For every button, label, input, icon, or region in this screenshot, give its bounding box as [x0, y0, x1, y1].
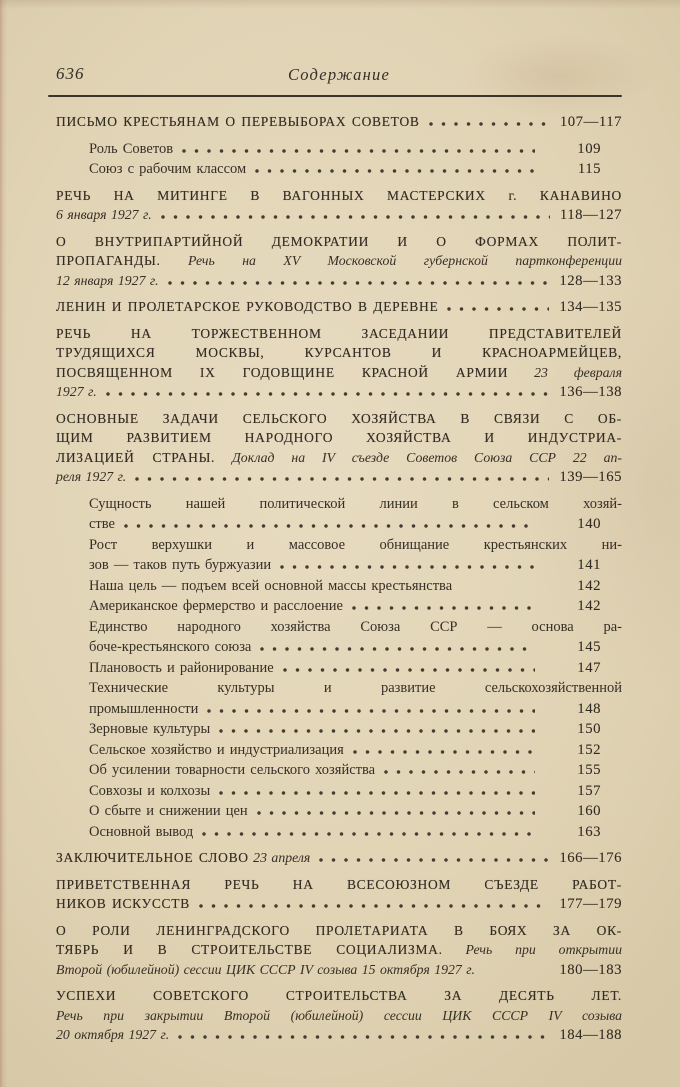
entry-text [89, 139, 173, 160]
page-number: 134—135 [559, 299, 622, 315]
entry-line [56, 363, 622, 383]
dot-leader [280, 565, 535, 569]
dot-leader [447, 307, 549, 311]
entry-line [56, 205, 622, 226]
page-number: 160 [577, 803, 601, 819]
entry-line [89, 159, 622, 180]
text-segment: РЕЧЬ НА ТОРЖЕСТВЕННОМ ЗАСЕДАНИИ ПРЕДСТАВИТЕЛЕЙ [56, 325, 622, 341]
page-number: 157 [577, 782, 601, 799]
text-segment: промышленности [89, 700, 199, 717]
entry-line [89, 617, 622, 638]
text-segment: ЛЕНИН И ПРОЛЕТАРСКОЕ РУКОВОДСТВО В ДЕРЕВНЕ [56, 299, 439, 314]
entry-line [89, 535, 622, 556]
toc-entry-o-roli-leningradskogo [56, 921, 622, 981]
entry-text [89, 801, 248, 822]
dot-leader [178, 1035, 549, 1039]
page-number: 152 [577, 741, 601, 758]
folio-page-number: 636 [56, 64, 85, 83]
text-segment: Доклад на IV съезде Советов Союза ССР 22 ап- [215, 449, 622, 465]
page-number: 128—133 [559, 272, 622, 289]
entry-text [89, 658, 274, 679]
page-number: 142 [577, 577, 601, 594]
toc-entry-sushchnost-linii [89, 494, 622, 535]
entry-line [89, 555, 622, 576]
text-segment: Основной вывод [89, 823, 194, 840]
entry-line [89, 801, 622, 822]
dot-leader [219, 729, 535, 733]
entry-line [56, 894, 622, 915]
text-segment: ЛИЗАЦИЕЙ СТРАНЫ. [56, 449, 216, 465]
page-title: Содержание [287, 65, 391, 84]
entry-line [56, 382, 622, 403]
text-segment: Сельское хозяйство и индустриализация [89, 741, 344, 758]
entry-line [56, 448, 622, 468]
dot-leader [257, 811, 535, 815]
toc-entry-amerikanskoe-fermerstvo [89, 596, 622, 617]
dot-leader [260, 647, 535, 651]
page-number: 150 [577, 721, 601, 737]
text-segment: ПИСЬМО КРЕСТЬЯНАМ О ПЕРЕВЫБОРАХ СОВЕТОВ [56, 114, 420, 129]
entry-line [89, 658, 622, 679]
entry-line [56, 848, 622, 869]
header-rule [48, 95, 622, 97]
text-segment: Американское фермерство и расслоение [89, 598, 343, 614]
entry-text [56, 960, 475, 980]
page-number: 118—127 [559, 207, 622, 223]
toc-entry-privetstvennaya-rech [56, 875, 622, 915]
page-number: 139—165 [559, 469, 622, 485]
entry-text [89, 596, 343, 617]
entry-line [56, 1025, 622, 1046]
text-segment: 6 января 1927 г. [56, 207, 152, 222]
text-segment: Совхозы и колхозы [89, 782, 211, 799]
entry-line [89, 576, 622, 597]
page-number: 142 [577, 598, 601, 614]
entry-text [56, 112, 420, 132]
entry-text [56, 848, 310, 868]
text-segment: 23 апреля [248, 850, 311, 865]
entry-line [89, 139, 622, 160]
entry-text [89, 822, 193, 843]
text-segment: Единство народного хозяйства Союза ССР — основа ра- [89, 618, 622, 635]
entry-text [56, 297, 438, 317]
entry-line [56, 1006, 622, 1026]
text-segment: Союз с рабочим классом [89, 161, 247, 177]
entry-text [56, 894, 190, 914]
dot-leader [106, 392, 550, 396]
dot-leader [199, 904, 549, 908]
entry-line [89, 637, 622, 658]
text-segment: Сущность нашей политической линии в сельском хозяй- [89, 495, 622, 512]
dot-leader [352, 606, 535, 610]
text-segment: 20 октября 1927 г. [56, 1027, 170, 1042]
toc-entry-tekhnicheskie-kultury [89, 678, 622, 719]
dot-leader [353, 750, 535, 754]
dot-leader [135, 477, 549, 481]
text-segment: Технические культуры и развитие сельскохозяйственной [89, 680, 622, 696]
toc-entry-rol-sovetov [89, 139, 622, 160]
entry-line [56, 875, 622, 895]
page-number: 140 [577, 516, 601, 532]
page-number: 115 [577, 161, 601, 177]
text-segment: стве [89, 516, 115, 532]
text-segment: ТЯБРЬ И В СТРОИТЕЛЬСТВЕ СОЦИАЛИЗМА. [56, 942, 443, 957]
dot-leader [202, 832, 535, 836]
text-segment: 1927 г. [56, 384, 97, 399]
table-of-contents [56, 112, 622, 1046]
toc-entry-uspekhi-stroitelstva [56, 986, 622, 1046]
entry-line [56, 186, 622, 206]
text-segment: Речь при закрытии Второй (юбилейной) сессии ЦИК СССР IV созыва [56, 1007, 622, 1023]
page-number: 177—179 [559, 896, 622, 912]
entry-text [89, 740, 344, 761]
text-segment: О сбыте и снижении цен [89, 803, 248, 819]
text-segment: Плановость и районирование [89, 659, 274, 676]
entry-line [89, 781, 622, 802]
page-number: 147 [577, 659, 601, 676]
entry-line [56, 428, 622, 448]
toc-entry-ob-usilenii-tovarnosti [89, 760, 622, 781]
toc-entry-sovkhozy-i-kolkhozy [89, 781, 622, 802]
page-number: 107—117 [559, 114, 622, 130]
entry-line [56, 251, 622, 271]
entry-line [56, 232, 622, 252]
entry-text [89, 159, 246, 180]
dot-leader [484, 970, 549, 974]
dot-leader [255, 169, 535, 173]
entry-line [56, 467, 622, 488]
entry-text [89, 781, 210, 802]
dot-leader [168, 281, 550, 285]
text-segment: Об усилении товарности сельского хозяйства [89, 762, 376, 778]
entry-line [89, 494, 622, 515]
text-segment: Роль Советов [89, 140, 174, 157]
dot-leader [182, 149, 535, 153]
text-segment: зов — таков путь буржуазии [89, 557, 272, 573]
text-segment: Второй (юбилейной) сессии ЦИК СССР IV созыва 15 октября 1927 г. [56, 961, 475, 977]
entry-line [56, 297, 622, 318]
page-number: 166—176 [559, 850, 622, 866]
toc-entry-o-sbyte [89, 801, 622, 822]
text-segment: ПОСВЯЩЕННОМ IX ГОДОВЩИНЕ КРАСНОЙ АРМИИ [56, 364, 509, 380]
entry-line [56, 940, 622, 960]
toc-entry-rost-verkhushki [89, 535, 622, 576]
entry-line [56, 986, 622, 1006]
text-segment: ПРИВЕТСТВЕННАЯ РЕЧЬ НА ВСЕСОЮЗНОМ СЪЕЗДЕ РАБОТ- [56, 876, 622, 892]
text-segment: Рост верхушки и массовое обнищание крестьянских ни- [89, 536, 622, 553]
text-segment: ОСНОВНЫЕ ЗАДАЧИ СЕЛЬСКОГО ХОЗЯЙСТВА В СВЯЗИ С ОБ- [56, 410, 622, 426]
page-number: 145 [577, 639, 601, 655]
entry-line [56, 960, 622, 981]
text-segment: ЗАКЛЮЧИТЕЛЬНОЕ СЛОВО [56, 850, 249, 865]
dot-leader [207, 709, 535, 713]
entry-text [56, 1025, 169, 1045]
toc-entry-planovost [89, 658, 622, 679]
toc-entry-zaklyuchitelnoe-slovo [56, 848, 622, 869]
entry-line [89, 719, 622, 740]
dot-leader [384, 770, 535, 774]
entry-line [89, 699, 622, 720]
entry-line [89, 822, 622, 843]
page-number: 148 [577, 700, 601, 717]
page-number: 155 [577, 762, 601, 778]
dot-leader [161, 215, 550, 219]
dot-leader [124, 524, 535, 528]
dot-leader [283, 668, 535, 672]
text-segment: Наша цель — подъем всей основной массы крестьянства [89, 577, 453, 594]
toc-entry-soyuz-s-rabochim [89, 159, 622, 180]
page-number: 163 [577, 823, 601, 840]
toc-entry-selskoe-i-industrializatsiya [89, 740, 622, 761]
entry-text [89, 760, 375, 781]
text-segment: О РОЛИ ЛЕНИНГРАДСКОГО ПРОЛЕТАРИАТА В БОЯХ ЗА ОК- [56, 922, 622, 938]
entry-text [89, 699, 198, 720]
entry-line [56, 324, 622, 344]
toc-entry-rech-na-torzhestvennom [56, 324, 622, 403]
entry-text [89, 555, 271, 576]
entry-text [89, 514, 115, 535]
entry-line [89, 514, 622, 535]
entry-text [89, 719, 210, 740]
entry-text [89, 576, 452, 597]
text-segment: Речь при открытии [442, 942, 622, 957]
toc-entry-nasha-tsel [89, 576, 622, 597]
toc-entry-osnovnoy-vyvod [89, 822, 622, 843]
toc-entry-edinstvo-khozyaystva [89, 617, 622, 658]
entry-line [89, 740, 622, 761]
entry-text [56, 271, 159, 291]
entry-text [56, 467, 126, 487]
dot-leader [219, 791, 535, 795]
dot-leader [461, 586, 535, 590]
text-segment: боче-крестьянского союза [89, 639, 252, 655]
toc-entry-rech-kanavino [56, 186, 622, 226]
toc-entry-zernovye-kultury [89, 719, 622, 740]
entry-text [56, 205, 152, 225]
entry-line [56, 409, 622, 429]
toc-entry-o-vnutripartiynoy-demokratii [56, 232, 622, 292]
page-number: 141 [577, 557, 601, 573]
text-segment: Зерновые культуры [89, 721, 211, 737]
entry-text [56, 382, 97, 402]
text-segment: ТРУДЯЩИХСЯ МОСКВЫ, КУРСАНТОВ И КРАСНОАРМЕЙЦЕВ, [56, 345, 622, 360]
text-segment: ПРОПАГАНДЫ. [56, 253, 161, 268]
toc-entry-pismo-krestyanam [56, 112, 622, 133]
entry-line [89, 678, 622, 699]
text-segment: реля 1927 г. [56, 469, 127, 484]
page-number: 136—138 [559, 384, 622, 400]
entry-line [56, 271, 622, 292]
dot-leader [319, 858, 549, 862]
text-segment: 23 февраля [508, 364, 622, 380]
text-segment: НИКОВ ИСКУССТВ [56, 896, 190, 911]
entry-line [56, 921, 622, 941]
text-segment: РЕЧЬ НА МИТИНГЕ В ВАГОННЫХ МАСТЕРСКИХ г. КАНАВИНО [56, 187, 622, 203]
running-head [56, 64, 622, 90]
toc-entry-osnovnye-zadachi [56, 409, 622, 488]
page-number: 180—183 [559, 961, 622, 978]
text-segment: О ВНУТРИПАРТИЙНОЙ ДЕМОКРАТИИ И О ФОРМАХ ПОЛИТ- [56, 233, 622, 249]
entry-line [56, 112, 622, 133]
text-segment: ЩИМ РАЗВИТИЕМ НАРОДНОГО ХОЗЯЙСТВА И ИНДУСТРИА- [56, 430, 622, 445]
text-segment: Речь на XV Московской губернской партконференции [160, 253, 622, 268]
dot-leader [429, 122, 550, 126]
entry-line [89, 596, 622, 617]
page-number: 109 [577, 140, 601, 157]
entry-text [89, 637, 251, 658]
text-segment: 12 января 1927 г. [56, 272, 159, 288]
text-segment: УСПЕХИ СОВЕТСКОГО СТРОИТЕЛЬСТВА ЗА ДЕСЯТЬ ЛЕТ. [56, 988, 622, 1003]
toc-entry-lenin-i-proletarskoe [56, 297, 622, 318]
page-number: 184—188 [559, 1027, 622, 1043]
entry-line [89, 760, 622, 781]
entry-line [56, 343, 622, 363]
